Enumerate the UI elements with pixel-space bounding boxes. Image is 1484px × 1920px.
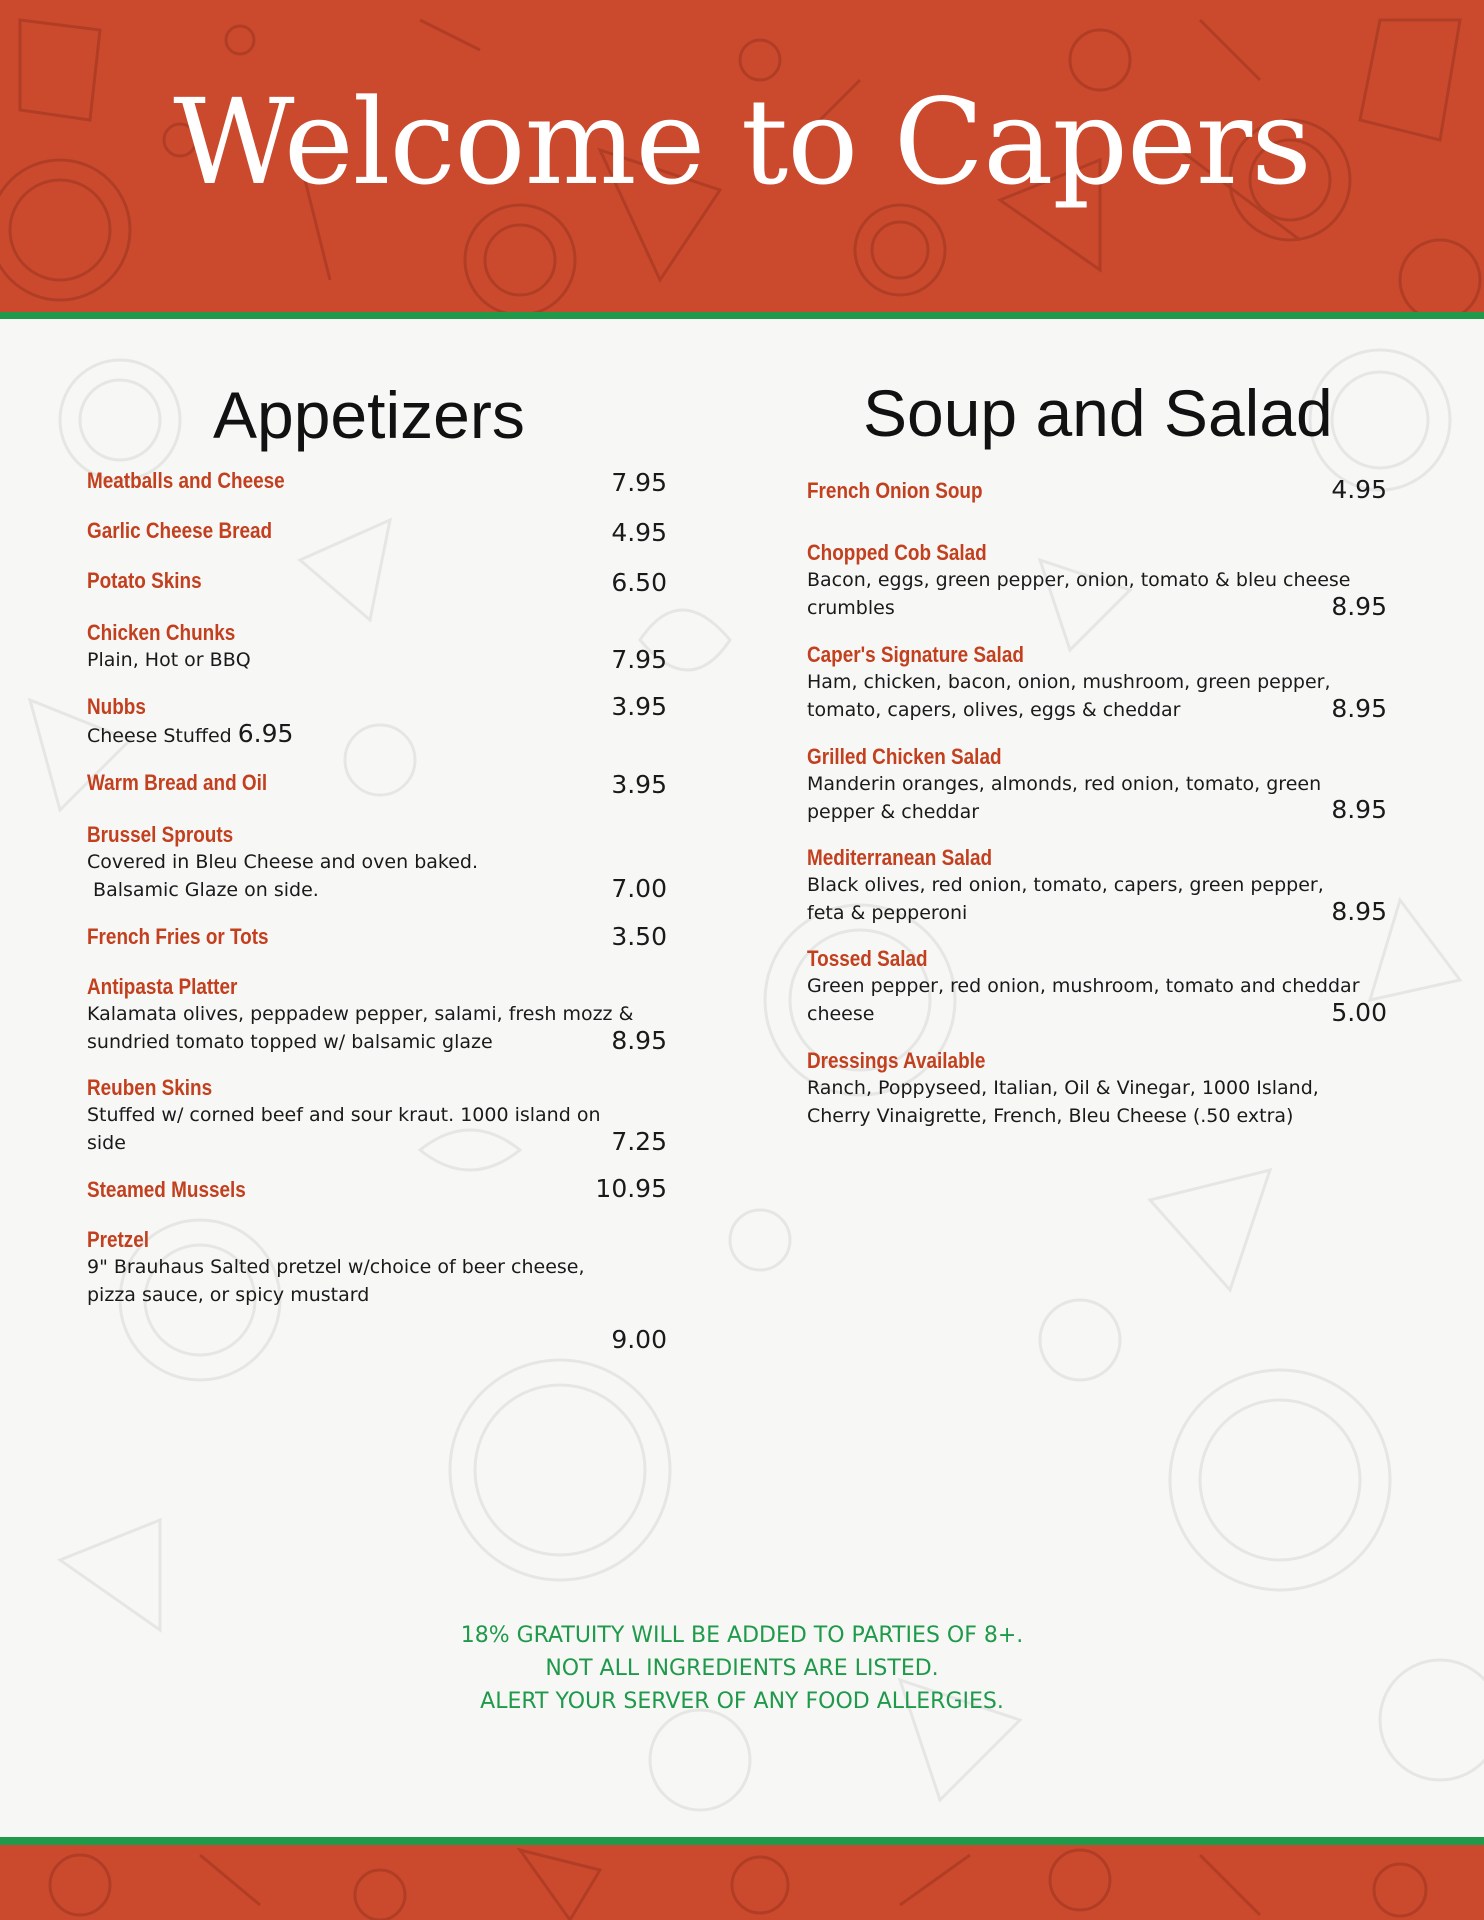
menu-item — [87, 1227, 585, 1309]
menu-item — [87, 468, 317, 494]
item-name: Pretzel — [87, 1227, 150, 1252]
menu-item — [87, 568, 220, 594]
item-price: 3.95 — [611, 770, 667, 799]
item-description-line1: 9" Brauhaus Salted pretzel w/choice of beer cheese, — [87, 1256, 585, 1278]
menu-item — [87, 770, 296, 796]
menu-item — [87, 1075, 601, 1157]
menu-item — [87, 924, 298, 950]
item-price: 7.95 — [611, 645, 667, 674]
item-name: Meatballs and Cheese — [87, 468, 285, 493]
item-price: 7.25 — [611, 1127, 667, 1156]
notice-allergies: ALERT YOUR SERVER OF ANY FOOD ALLERGIES. — [480, 1689, 1004, 1714]
item-name: Reuben Skins — [87, 1075, 213, 1100]
menu-item — [87, 1177, 272, 1203]
item-name: French Onion Soup — [807, 478, 983, 503]
item-price: 3.95 — [611, 692, 667, 721]
soup-salad-title: Soup and Salad — [863, 376, 1333, 450]
item-name: Chicken Chunks — [87, 620, 236, 645]
appetizers-title: Appetizers — [213, 378, 525, 452]
item-name: Potato Skins — [87, 568, 202, 593]
item-name: Grilled Chicken Salad — [807, 744, 1002, 769]
item-description-line2: tomato, capers, olives, eggs & cheddar — [807, 699, 1181, 721]
item-price: 6.50 — [611, 568, 667, 597]
item-price: 9.00 — [611, 1325, 667, 1354]
item-price: 5.00 — [1331, 998, 1387, 1027]
item-description-line1: Stuffed w/ corned beef and sour kraut. 1000 island on — [87, 1104, 601, 1126]
item-name: Caper's Signature Salad — [807, 642, 1024, 667]
header-banner — [0, 0, 1484, 312]
item-description-line1: Bacon, eggs, green pepper, onion, tomato & bleu cheese — [807, 569, 1351, 591]
item-description-line2: Cherry Vinaigrette, French, Bleu Cheese (.50 extra) — [807, 1105, 1294, 1127]
item-name: Mediterranean Salad — [807, 845, 993, 870]
menu-item — [807, 1048, 1319, 1130]
item-price: 7.95 — [611, 468, 667, 497]
footer-banner — [0, 1845, 1484, 1920]
menu-item — [87, 694, 293, 750]
notice-text — [0, 1619, 1484, 1718]
item-description-line2: pepper & cheddar — [807, 801, 980, 823]
item-price: 8.95 — [1331, 897, 1387, 926]
item-price: 8.95 — [1331, 592, 1387, 621]
item-description-line2: cheese — [807, 1003, 875, 1025]
item-name: Antipasta Platter — [87, 974, 238, 999]
item-name: Tossed Salad — [807, 946, 928, 971]
item-description-line1: Black olives, red onion, tomato, capers, green pepper, — [807, 874, 1324, 896]
item-description-line2: feta & pepperoni — [807, 902, 968, 924]
item-description-line2: crumbles — [807, 597, 895, 619]
green-divider-bottom — [0, 1837, 1484, 1845]
item-name: Nubbs — [87, 694, 146, 719]
green-divider-top — [0, 312, 1484, 319]
item-description-line1: Ham, chicken, bacon, onion, mushroom, green pepper, — [807, 671, 1331, 693]
item-price: 4.95 — [611, 518, 667, 547]
item-name: Garlic Cheese Bread — [87, 518, 273, 543]
page-title: Welcome to Capers — [173, 73, 1311, 211]
item-price: 3.50 — [611, 922, 667, 951]
item-price: 10.95 — [595, 1174, 667, 1203]
menu-item — [87, 620, 259, 674]
item-name: Chopped Cob Salad — [807, 540, 987, 565]
item-price: 8.95 — [1331, 795, 1387, 824]
notice-gratuity: 18% GRATUITY WILL BE ADDED TO PARTIES OF 8+. — [460, 1623, 1024, 1648]
item-description-text: Cheese Stuffed — [87, 725, 232, 747]
item-description-line2: Balsamic Glaze on side. — [87, 879, 319, 901]
menu-item — [807, 478, 1011, 504]
footer-doodle-pattern — [0, 1845, 1484, 1920]
item-price: 4.95 — [1331, 475, 1387, 504]
item-price: 7.00 — [611, 874, 667, 903]
item-price: 8.95 — [611, 1026, 667, 1055]
item-name: Dressings Available — [807, 1048, 986, 1073]
item-description — [87, 720, 293, 750]
menu-item — [87, 518, 302, 544]
item-description-line2: sundried tomato topped w/ balsamic glaze — [87, 1031, 493, 1053]
item-name: Warm Bread and Oil — [87, 770, 268, 795]
item-description-line1: Kalamata olives, peppadew pepper, salami, fresh mozz & — [87, 1003, 634, 1025]
notice-ingredients: NOT ALL INGREDIENTS ARE LISTED. — [545, 1656, 939, 1681]
item-description: Plain, Hot or BBQ — [87, 649, 251, 671]
item-price: 8.95 — [1331, 694, 1387, 723]
item-description-line1: Ranch, Poppyseed, Italian, Oil & Vinegar, 1000 Island, — [807, 1077, 1319, 1099]
item-description-line2: side — [87, 1132, 126, 1154]
item-description-line1: Green pepper, red onion, mushroom, tomato and cheddar — [807, 975, 1360, 997]
item-name: Brussel Sprouts — [87, 822, 234, 847]
item-name: Steamed Mussels — [87, 1177, 246, 1202]
item-inline-price: 6.95 — [237, 719, 294, 748]
menu-item — [807, 744, 1321, 826]
item-description-line1: Manderin oranges, almonds, red onion, tomato, green — [807, 773, 1322, 795]
item-description-line2: pizza sauce, or spicy mustard — [87, 1284, 370, 1306]
item-description-line1: Covered in Bleu Cheese and oven baked. — [87, 851, 479, 873]
item-name: French Fries or Tots — [87, 924, 269, 949]
menu-item — [87, 822, 478, 904]
